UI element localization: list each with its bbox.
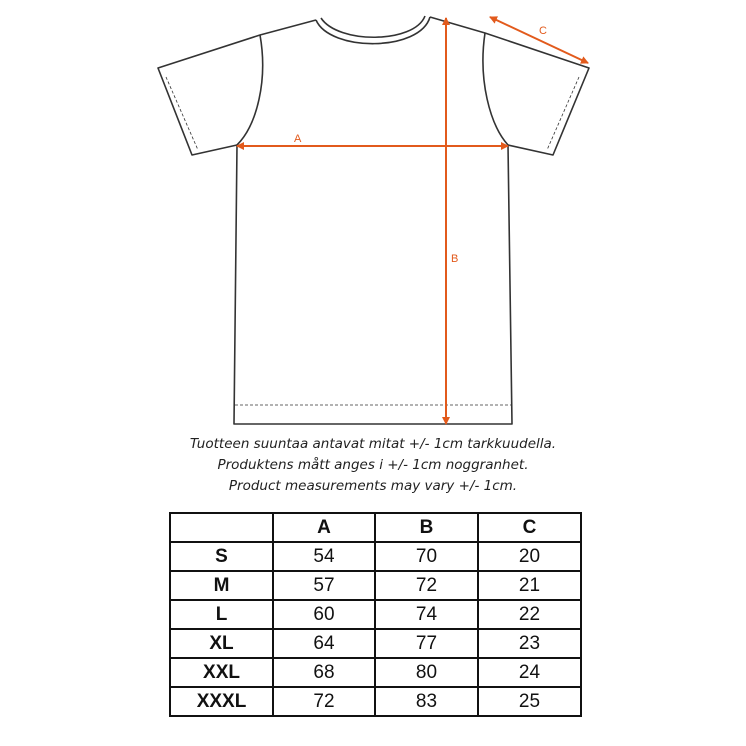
size-cell: XXL xyxy=(170,658,273,687)
value-c-cell: 25 xyxy=(478,687,581,716)
value-b-cell: 72 xyxy=(375,571,478,600)
value-b-cell: 74 xyxy=(375,600,478,629)
measurement-arrows xyxy=(237,17,588,424)
value-a-cell: 68 xyxy=(273,658,375,687)
label-a: A xyxy=(294,133,302,145)
header-a: A xyxy=(273,513,375,542)
table-row xyxy=(170,629,581,658)
size-cell: M xyxy=(170,571,273,600)
value-b-cell: 70 xyxy=(375,542,478,571)
size-table xyxy=(169,512,582,717)
value-c-cell: 21 xyxy=(478,571,581,600)
note-swedish: Produktens mått anges i +/- 1cm noggranhet. xyxy=(217,457,529,473)
value-a-cell: 54 xyxy=(273,542,375,571)
size-cell: L xyxy=(170,600,273,629)
size-cell: S xyxy=(170,542,273,571)
header-empty xyxy=(170,513,273,542)
value-a-cell: 60 xyxy=(273,600,375,629)
value-a-cell: 57 xyxy=(273,571,375,600)
table-row xyxy=(170,571,581,600)
header-c: C xyxy=(478,513,581,542)
note-english: Product measurements may vary +/- 1cm. xyxy=(228,478,518,494)
table-row xyxy=(170,658,581,687)
value-b-cell: 77 xyxy=(375,629,478,658)
label-c: C xyxy=(539,25,547,37)
value-a-cell: 72 xyxy=(273,687,375,716)
label-b: B xyxy=(451,253,459,265)
note-finnish: Tuotteen suuntaa antavat mitat +/- 1cm tarkkuudella. xyxy=(189,436,557,452)
table-row xyxy=(170,600,581,629)
header-b: B xyxy=(375,513,478,542)
size-cell: XL xyxy=(170,629,273,658)
value-b-cell: 83 xyxy=(375,687,478,716)
table-row xyxy=(170,542,581,571)
value-c-cell: 24 xyxy=(478,658,581,687)
value-a-cell: 64 xyxy=(273,629,375,658)
value-c-cell: 22 xyxy=(478,600,581,629)
table-header-row xyxy=(170,513,581,542)
table-row xyxy=(170,687,581,716)
value-b-cell: 80 xyxy=(375,658,478,687)
size-cell: XXXL xyxy=(170,687,273,716)
value-c-cell: 23 xyxy=(478,629,581,658)
tshirt-outline xyxy=(158,16,589,424)
value-c-cell: 20 xyxy=(478,542,581,571)
